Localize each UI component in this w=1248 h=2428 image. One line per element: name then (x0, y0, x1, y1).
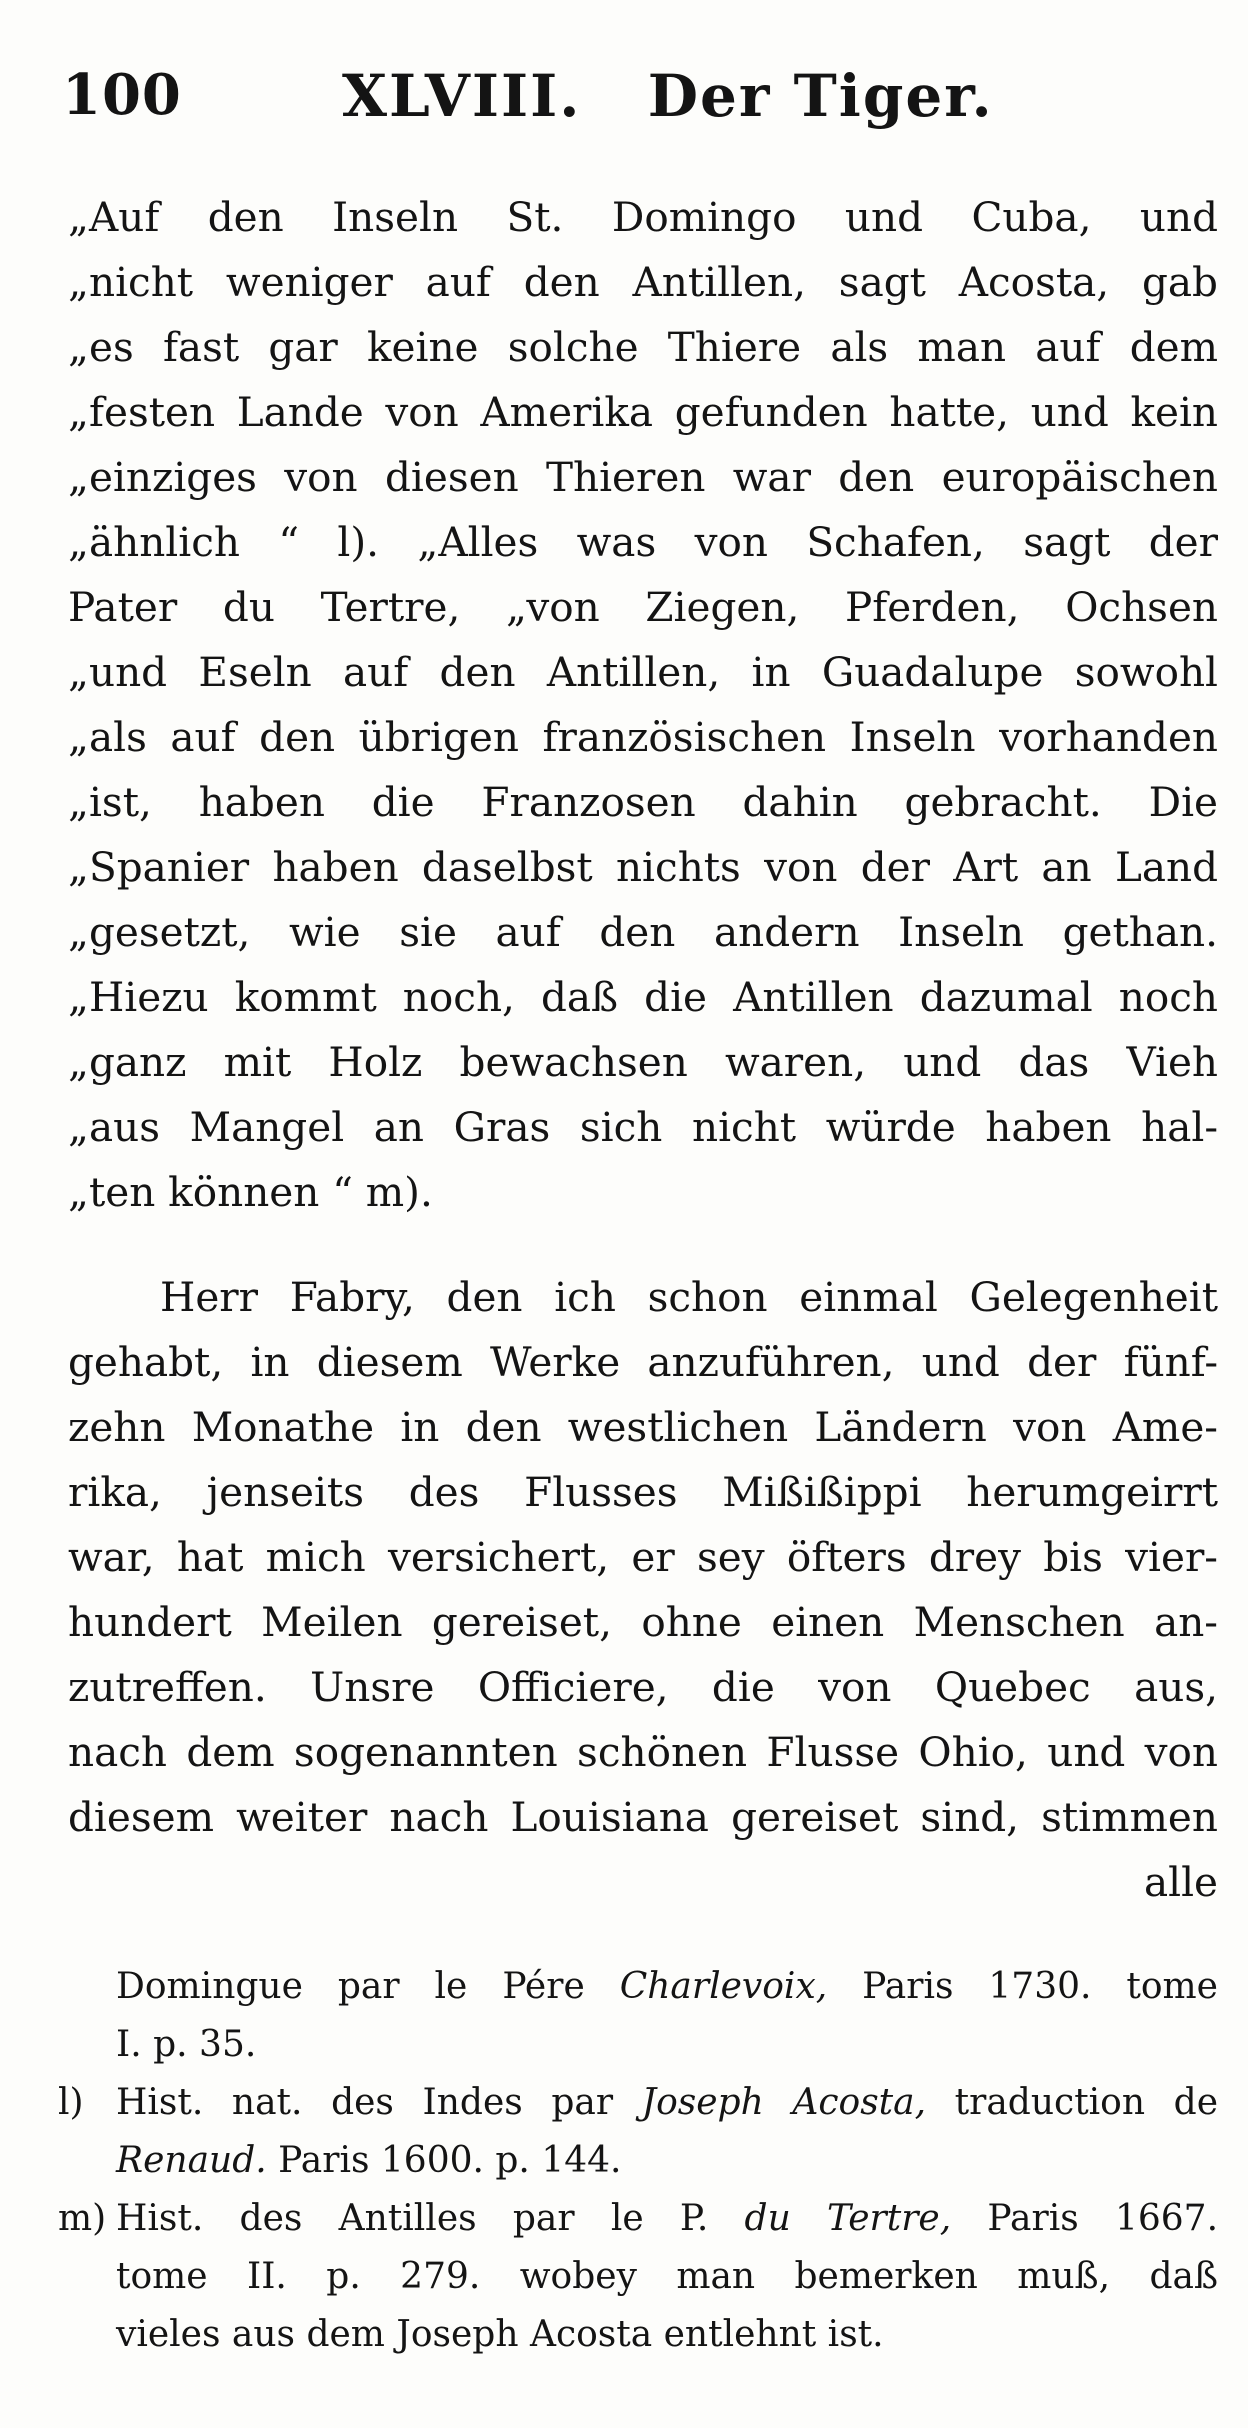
text-line: „aus Mangel an Gras sich nicht würde haben hal- (68, 1103, 1218, 1151)
footnote-text: traduction de (926, 2082, 1218, 2123)
text-line: gehabt, in diesem Werke anzuführen, und der fünf- (68, 1338, 1218, 1386)
footnote-l-line (58, 2132, 1218, 2190)
footnote-text: Paris 1600. p. 144. (266, 2140, 622, 2181)
footnote-translator: Renaud. (116, 2140, 267, 2181)
footnote-l-marker: l) (58, 2082, 84, 2123)
running-head (342, 62, 994, 130)
footnote-m-line: tome II. p. 279. wobey man bemerken muß, daß (116, 2256, 1218, 2297)
text-line: Pater du Tertre, „von Ziegen, Pferden, Ochsen (68, 583, 1218, 631)
text-line: „Auf den Inseln St. Domingo und Cuba, und (68, 193, 1218, 241)
footnote-text: Hist. des Antilles par le P. (116, 2198, 745, 2239)
text-line: nach dem sogenannten schönen Flusse Ohio, und von (68, 1728, 1218, 1776)
text-line: zehn Monathe in den westlichen Ländern von Ame- (68, 1403, 1218, 1451)
text-line: „Hiezu kommt noch, daß die Antillen dazumal noch (68, 973, 1218, 1021)
footnote-k-line: I. p. 35. (116, 2024, 257, 2065)
footnote-text: Paris 1667. (951, 2198, 1218, 2239)
text-line: hundert Meilen gereiset, ohne einen Menschen an- (68, 1598, 1218, 1646)
text-line: „es fast gar keine solche Thiere als man auf dem (68, 323, 1218, 371)
quotation-block (68, 185, 1218, 1225)
text-line: „und Eseln auf den Antillen, in Guadalupe sowohl (68, 648, 1218, 696)
chapter-number: XLVIII. (342, 62, 582, 130)
text-line: „ist, haben die Franzosen dahin gebracht. Die (68, 778, 1218, 826)
text-line: „einziges von diesen Thieren war den europäischen (68, 453, 1218, 501)
footnote-k-line (58, 1958, 1218, 2016)
chapter-title: Der Tiger. (647, 62, 994, 130)
text-line: diesem weiter nach Louisiana gereiset sind, stimmen (68, 1793, 1218, 1841)
text-line: war, hat mich versichert, er sey öfters drey bis vier- (68, 1533, 1218, 1581)
footnote-text: Hist. nat. des Indes par (116, 2082, 642, 2123)
footnote-author: Joseph Acosta, (641, 2082, 927, 2123)
page-header (62, 62, 1202, 142)
text-line: „ganz mit Holz bewachsen waren, und das Vieh (68, 1038, 1218, 1086)
text-line: „nicht weniger auf den Antillen, sagt Acosta, gab (68, 258, 1218, 306)
text-line: „Spanier haben daselbst nichts von der Art an Land (68, 843, 1218, 891)
text-line: zutreffen. Unsre Officiere, die von Quebec aus, (68, 1663, 1218, 1711)
text-line: „gesetzt, wie sie auf den andern Inseln gethan. (68, 908, 1218, 956)
page-number: 100 (62, 62, 182, 128)
text-line: „ten können “ m). (68, 1168, 433, 1216)
text-line: „festen Lande von Amerika gefunden hatte, und kein (68, 388, 1218, 436)
footnote-m-line (58, 2190, 1218, 2248)
footnotes (58, 1958, 1218, 2364)
text-line: „als auf den übrigen französischen Inseln vorhanden (68, 713, 1218, 761)
footnote-text: Domingue par le Pére (116, 1966, 620, 2007)
text-line: rika, jenseits des Flusses Mißißippi herumgeirrt (68, 1468, 1218, 1516)
footnote-m-line: vieles aus dem Joseph Acosta entlehnt ist. (116, 2314, 884, 2355)
footnote-m-marker: m) (58, 2198, 107, 2239)
text-line: „ähnlich “ l). „Alles was von Schafen, sagt der (68, 518, 1218, 566)
footnote-author: Charlevoix, (619, 1966, 828, 2007)
footnote-author: du Tertre, (744, 2198, 952, 2239)
text-line: Herr Fabry, den ich schon einmal Gelegenheit (160, 1273, 1218, 1321)
footnote-l-line (58, 2074, 1218, 2132)
body-paragraph (68, 1265, 1218, 1915)
footnote-text: Paris 1730. tome (827, 1966, 1218, 2007)
catchword: alle (1143, 1858, 1218, 1906)
